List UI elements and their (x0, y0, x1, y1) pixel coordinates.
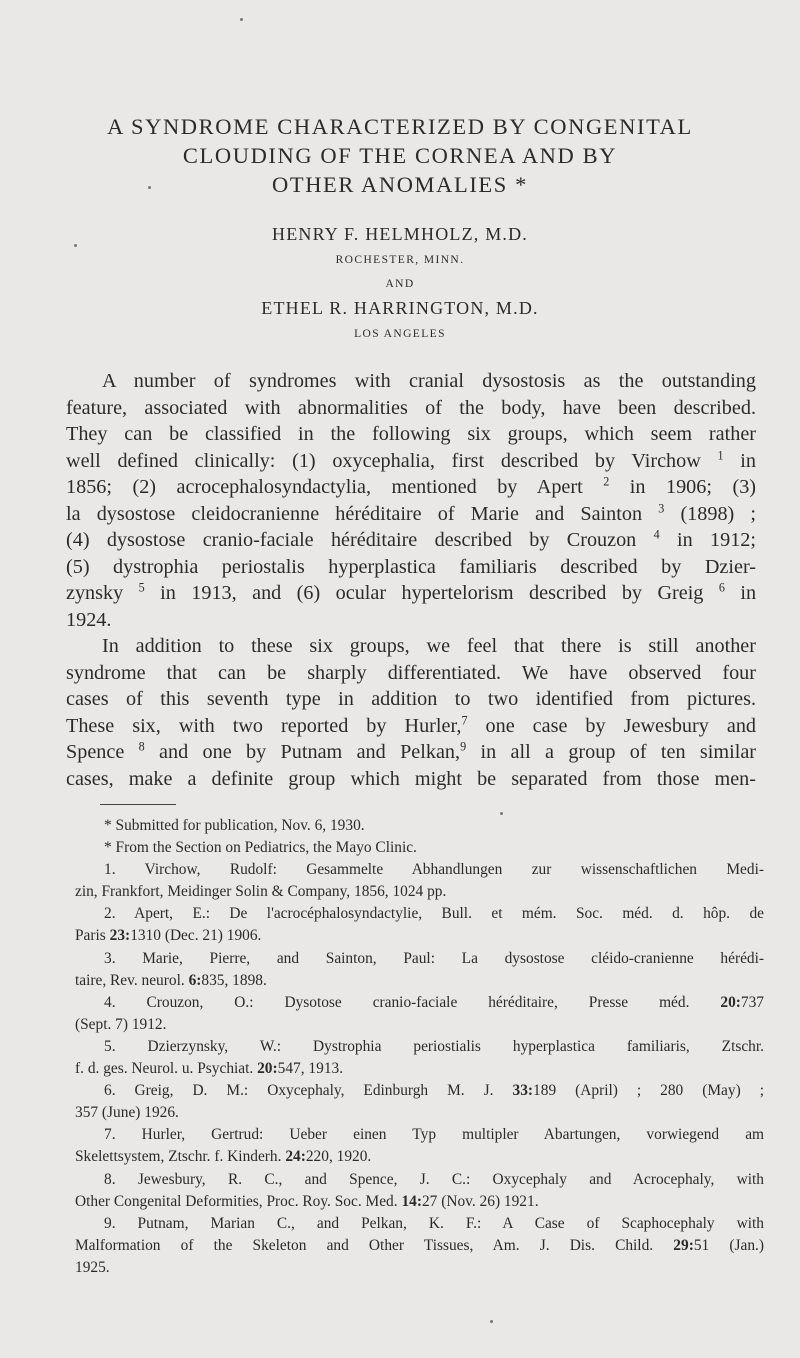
body-line (66, 501, 756, 528)
footnote-7-line: 7. Hurler, Gertrud: Ueber einen Typ multipler Abartungen, vorwiegend am (104, 1126, 764, 1144)
footnote-6-line: 357 (June) 1926. (75, 1104, 179, 1122)
body-line (66, 580, 756, 607)
footnote-7-line (75, 1146, 764, 1168)
title-line-1: A SYNDROME CHARACTERIZED BY CONGENITAL (107, 114, 693, 139)
text-run: 1310 (Dec. 21) 1906. (130, 927, 262, 945)
reference-marker: 9 (460, 739, 467, 754)
text-run: 835, 1898. (201, 971, 267, 989)
title-line-2: CLOUDING OF THE CORNEA AND BY (182, 143, 618, 168)
text-run: zynsky (66, 582, 124, 604)
text-run: in 1906; (3) (629, 476, 757, 498)
text-run: in all a group of ten similar (480, 741, 756, 763)
paper-speck (490, 1320, 493, 1323)
reference-marker: 2 (603, 474, 610, 489)
text-run: in (740, 582, 757, 604)
volume-number: 23: (109, 927, 131, 945)
volume-number: 20: (257, 1060, 278, 1078)
volume-number: 33: (512, 1082, 534, 1100)
footnote-1-line: zin, Frankfort, Meidinger Solin & Company, 1856, 1024 pp. (75, 883, 447, 901)
footnote-divider (100, 804, 176, 805)
body-line (66, 527, 756, 554)
paper-speck (500, 812, 503, 815)
body-line: 1924. (66, 608, 112, 631)
body-line (66, 448, 756, 475)
text-run: 737 (740, 993, 764, 1011)
footnote-9-line: 9. Putnam, Marian C., and Pelkan, K. F.: A Case of Scaphocephaly with (104, 1214, 764, 1232)
text-run: (4) dysostose cranio-faciale héréditaire described by Crouzon (66, 529, 637, 551)
text-run: 220, 1920. (305, 1148, 372, 1166)
text-run: in (740, 449, 756, 472)
footnote-2-line (75, 925, 764, 947)
body-line: A number of syndromes with cranial dysostosis as the outstanding (102, 370, 756, 392)
text-run: f. d. ges. Neurol. u. Psychiat. (75, 1060, 254, 1078)
text-run: taire, Rev. neurol. (75, 971, 185, 989)
author-1-location: ROCHESTER, MINN. (335, 254, 465, 266)
volume-number: 20: (720, 993, 741, 1011)
footnote-9-line: 1925. (75, 1258, 110, 1276)
body-line: cases, make a definite group which might be separated from those men- (66, 767, 756, 790)
text-run: Malformation of the Skeleton and Other Tissues, Am. J. Dis. Child. (75, 1236, 654, 1254)
footnote-8-line: 8. Jewesbury, R. C., and Spence, J. C.: Oxycephaly and Acrocephaly, with (104, 1170, 764, 1188)
text-run: Spence (66, 741, 125, 763)
text-run: one case by Jewesbury and (485, 714, 757, 737)
footnote-5-line (75, 1058, 764, 1080)
text-run: 547, 1913. (277, 1060, 344, 1078)
volume-number: 6: (188, 971, 202, 989)
paragraph-2 (66, 633, 756, 792)
text-run: 189 (April) ; 280 (May) ; (533, 1082, 764, 1100)
author-conjunction: AND (385, 278, 415, 290)
footnote-4-line (75, 992, 764, 1014)
footnote-1-line: 1. Virchow, Rudolf: Gesammelte Abhandlungen zur wissenschaftlichen Medi- (104, 861, 764, 879)
text-run: These six, with two reported by Hurler, (66, 714, 462, 737)
text-run: (1898) ; (680, 502, 757, 525)
volume-number: 29: (673, 1236, 694, 1254)
reference-marker: 7 (461, 712, 468, 727)
footnote-affiliation: * From the Section on Pediatrics, the Mayo Clinic. (104, 839, 417, 857)
text-run: Other Congenital Deformities, Proc. Roy. Soc. Med. (75, 1192, 398, 1210)
text-run: 1856; (2) acrocephalosyndactylia, mentioned by Apert (66, 476, 583, 498)
paragraph-1 (66, 368, 756, 633)
text-run: 4. Crouzon, O.: Dysotose cranio-faciale héréditaire, Presse méd. (104, 993, 690, 1011)
footnote-6-line (75, 1080, 764, 1102)
body-line (66, 474, 756, 501)
footnote-9-line (75, 1235, 764, 1257)
volume-number: 24: (285, 1148, 306, 1166)
author-2-location: LOS ANGELES (354, 328, 446, 340)
text-run: 6. Greig, D. M.: Oxycephaly, Edinburgh M. J. (104, 1082, 494, 1100)
footnotes (75, 815, 764, 1279)
text-run: Skelettsystem, Ztschr. f. Kinderh. (75, 1148, 282, 1166)
footnote-3-line: 3. Marie, Pierre, and Sainton, Paul: La dysostose cléido-cranienne hérédi- (104, 949, 764, 967)
reference-marker: 6 (718, 580, 725, 595)
reference-marker: 1 (717, 447, 724, 462)
title-line-3: OTHER ANOMALIES * (272, 172, 528, 197)
body-line: cases of this seventh type in addition to two identified from pictures. (66, 688, 756, 710)
body-line: syndrome that can be sharply differentiated. We have observed four (66, 661, 756, 684)
reference-marker: 5 (138, 580, 145, 595)
footnote-3-line (75, 970, 764, 992)
text-run: 27 (Nov. 26) 1921. (421, 1192, 539, 1210)
volume-number: 14: (401, 1192, 422, 1210)
text-run: la dysostose cleidocranienne héréditaire of Marie and Sainton (66, 502, 643, 525)
footnote-2-line: 2. Apert, E.: De l'acrocéphalosyndactylie, Bull. et mém. Soc. méd. d. hôp. de (104, 905, 764, 923)
reference-marker: 4 (653, 527, 660, 542)
text-run: well defined clinically: (1) oxycephalia, first described by Virchow (66, 449, 701, 472)
body-line: In addition to these six groups, we feel that there is still another (102, 635, 756, 657)
body-line: They can be classified in the following six groups, which seem rather (66, 423, 756, 445)
footnote-4-line: (Sept. 7) 1912. (75, 1015, 167, 1033)
footnote-submitted: * Submitted for publication, Nov. 6, 1930. (104, 817, 365, 834)
paper-speck (148, 186, 151, 189)
paper-speck (74, 244, 77, 247)
body-line (66, 739, 756, 766)
footnote-8-line (75, 1191, 764, 1213)
article-body (66, 368, 756, 792)
reference-marker: 3 (658, 500, 665, 515)
body-line: feature, associated with abnormalities of the body, have been described. (66, 396, 756, 419)
author-2: ETHEL R. HARRINGTON, M.D. (261, 298, 539, 318)
text-run: 51 (Jan.) (693, 1236, 764, 1254)
paper-speck (240, 18, 243, 21)
text-run: and one by Putnam and Pelkan, (159, 741, 461, 763)
body-line: (5) dystrophia periostalis hyperplastica familiaris described by Dzier- (66, 555, 756, 578)
footnote-5-line: 5. Dzierzynsky, W.: Dystrophia periostialis hyperplastica familiaris, Ztschr. (104, 1037, 764, 1055)
text-run: in 1913, and (6) ocular hypertelorism described by Greig (160, 582, 704, 604)
text-run: in 1912; (677, 529, 757, 551)
article-title (60, 112, 740, 199)
body-line (66, 713, 756, 740)
text-run: Paris (75, 927, 106, 945)
reference-marker: 8 (138, 739, 145, 754)
author-1: HENRY F. HELMHOLZ, M.D. (272, 224, 528, 244)
